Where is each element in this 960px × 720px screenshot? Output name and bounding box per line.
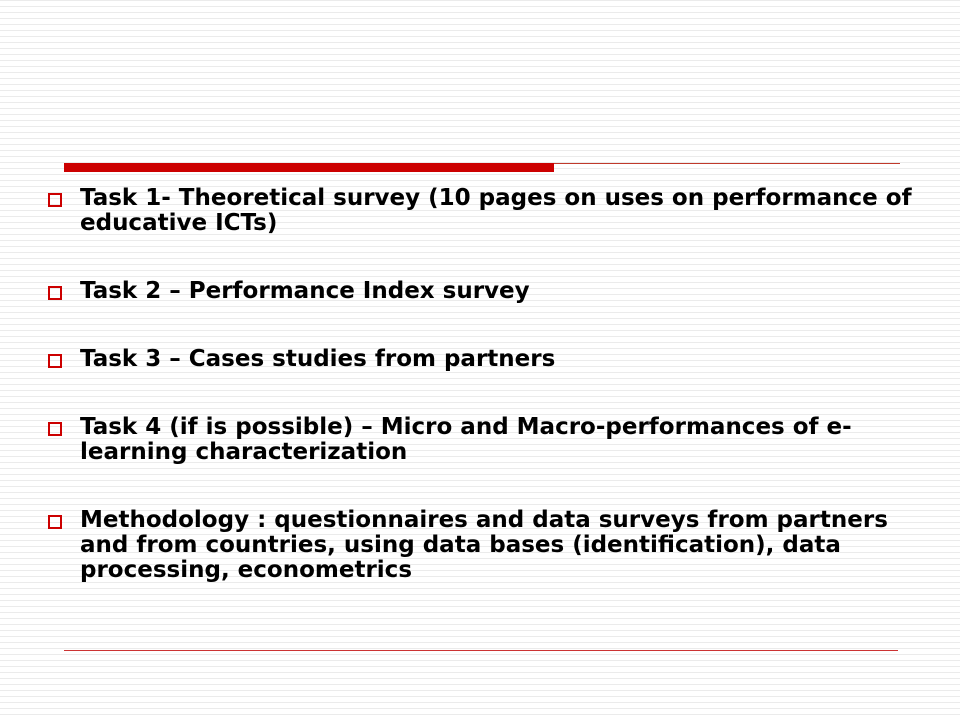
bullet-item-task-1 [32, 186, 922, 236]
square-bullet-icon [48, 286, 62, 300]
bullet-item-task-4 [32, 415, 922, 465]
bullet-item-task-3 [32, 347, 922, 372]
square-bullet-icon [48, 354, 62, 368]
square-bullet-icon [48, 193, 62, 207]
bullet-text: Methodology : questionnaires and data surveys from partners and from countries, using data bases (identification), data processing, econometrics [80, 507, 888, 583]
bullet-list [32, 186, 922, 583]
bullet-item-task-2 [32, 279, 922, 304]
top-accent-bar [64, 163, 554, 172]
bullet-text: Task 1- Theoretical survey (10 pages on uses on performance of educative ICTs) [80, 185, 912, 236]
bullet-text: Task 3 – Cases studies from partners [80, 346, 556, 372]
bullet-item-methodology [32, 508, 922, 583]
square-bullet-icon [48, 422, 62, 436]
bottom-divider-line [64, 650, 898, 651]
bullet-text: Task 4 (if is possible) – Micro and Macro-performances of e-learning characterization [80, 414, 852, 465]
bullet-text: Task 2 – Performance Index survey [80, 278, 530, 304]
square-bullet-icon [48, 515, 62, 529]
